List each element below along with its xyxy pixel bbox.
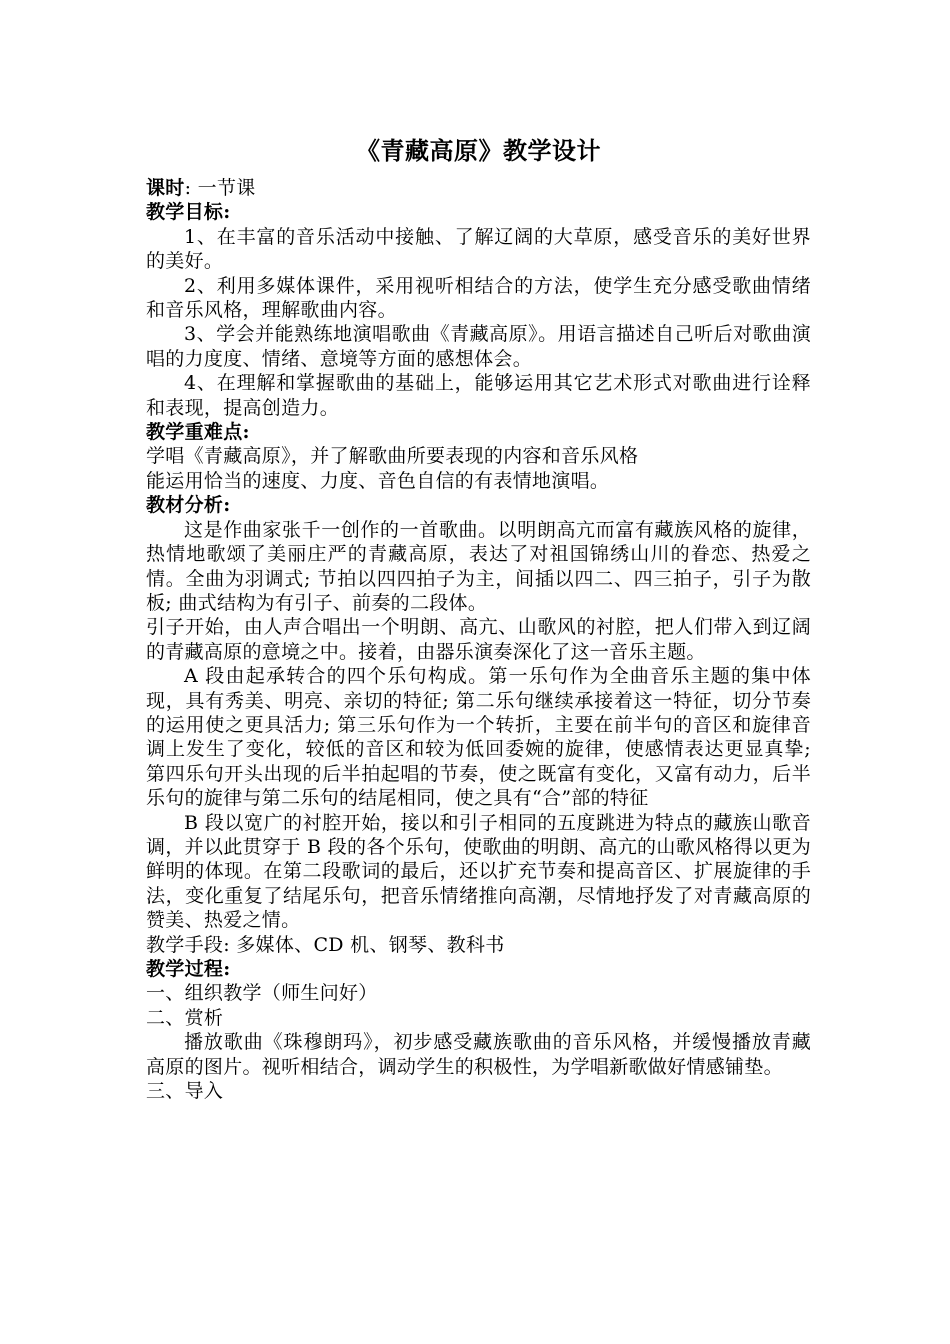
keypoint-item-1: 学唱《青藏高原》，并了解歌曲所要表现的内容和音乐风格: [146, 445, 639, 468]
goal-item-1: 1、在丰富的音乐活动中接触、了解辽阔的大草原，感受音乐的美好世界的美好。: [146, 225, 811, 273]
process-heading: 教学过程:: [146, 958, 231, 980]
analysis-paragraph-3: A 段由起承转合的四个乐句构成。第一乐句作为全曲音乐主题的集中体现，具有秀美、明亮、亲切的特征; 第二乐句继续承接着这一特征，切分节奏的运用使之更具活力; 第三乐句作为一个转折，主要在前半句的音区和旋律音调上发生了变化，较低的音区和较为低回委婉的旋律，使感情表达更显真挚; 第四乐句开头出现的后半拍起唱的节奏，使之既富有变化，又富有动力，后半乐句的旋律与第二乐句的结尾相同，使之具有“合”部的特征: [146, 665, 811, 810]
analysis-paragraph-4: B 段以宽广的衬腔开始，接以和引子相同的五度跳进为特点的藏族山歌音调，并以此贯穿于 B 段的各个乐句，使歌曲的明朗、高亢的山歌风格得以更为鲜明的体现。在第二段歌词的最后，还以扩充节奏和提高音区、扩展旋律的手法，变化重复了结尾乐句，把音乐情绪推向高潮，尽情地抒发了对青藏高原的赞美、热爱之情。: [146, 811, 811, 932]
keypoints-heading: 教学重难点:: [146, 421, 250, 444]
document-title: 《青藏高原》教学设计: [356, 136, 601, 165]
goal-item-2: 2、利用多媒体课件，采用视听相结合的方法，使学生充分感受歌曲情绪和音乐风格，理解歌曲内容。: [146, 274, 811, 322]
keypoint-item-2: 能运用恰当的速度、力度、音色自信的有表情地演唱。: [146, 469, 610, 492]
process-step-3: 三、导入: [146, 1080, 224, 1103]
teaching-means: 教学手段: 多媒体、CD 机、钢琴、教科书: [146, 933, 505, 956]
process-step-2-text: 播放歌曲《珠穆朗玛》，初步感受藏族歌曲的音乐风格，并缓慢播放青藏高原的图片。视听相结合，调动学生的积极性，为学唱新歌做好情感铺垫。: [146, 1031, 811, 1078]
analysis-paragraph-1: 这是作曲家张千一创作的一首歌曲。以明朗高亢而富有藏族风格的旋律，热情地歌颂了美丽庄严的青藏高原，表达了对祖国锦绣山川的眷恋、热爱之情。全曲为羽调式; 节拍以四四拍子为主，间插以四二、四三拍子，引子为散板; 曲式结构为有引子、前奏的二段体。: [146, 518, 811, 614]
period-value: : 一节课: [184, 177, 256, 199]
process-step-1: 一、组织教学（师生问好）: [146, 982, 378, 1005]
document-body: [146, 134, 811, 1103]
analysis-paragraph-2: 引子开始，由人声合唱出一个明朗、高亢、山歌风的衬腔，把人们带入到辽阔的青藏高原的意境之中。接着，由器乐演奏深化了这一音乐主题。: [146, 616, 811, 663]
goal-item-3: 3、学会并能熟练地演唱歌曲《青藏高原》。用语言描述自己听后对歌曲演唱的力度度、情绪、意境等方面的感想体会。: [146, 323, 811, 370]
analysis-heading: 教材分析:: [146, 494, 231, 517]
process-step-2: 二、赏析: [146, 1006, 224, 1029]
period-label: 课时: [146, 177, 185, 199]
period-line: [146, 176, 811, 200]
goals-heading: 教学目标:: [146, 201, 231, 224]
goal-item-4: 4、在理解和掌握歌曲的基础上，能够运用其它艺术形式对歌曲进行诠释和表现，提高创造力。: [146, 372, 811, 419]
